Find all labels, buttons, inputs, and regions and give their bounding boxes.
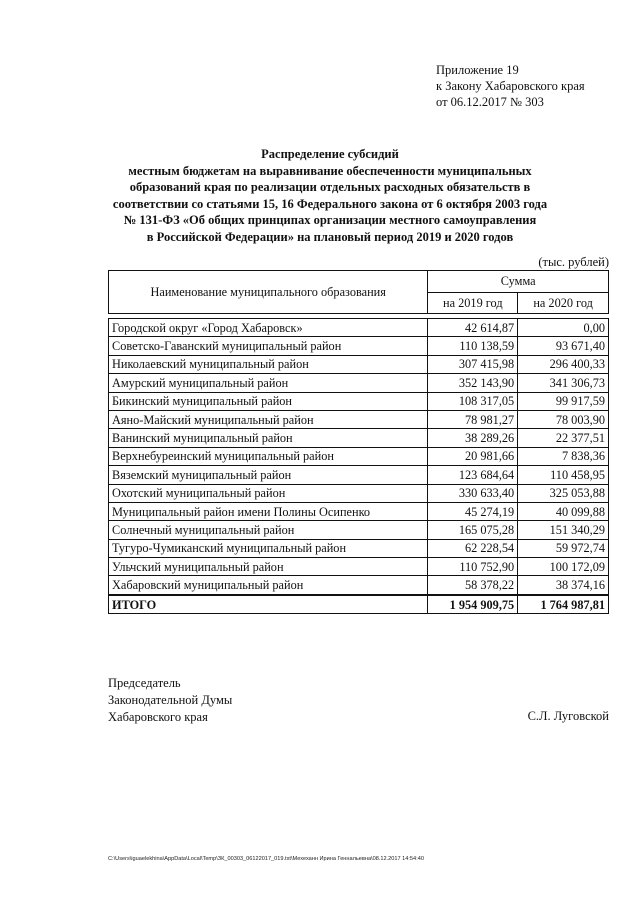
cell-y2019: 1 954 909,75 (428, 595, 518, 614)
table-header-row (109, 271, 609, 293)
table-row (109, 466, 609, 484)
cell-name: ИТОГО (109, 595, 428, 614)
cell-y2019: 110 752,90 (428, 558, 518, 576)
table-row (109, 502, 609, 520)
table-row (109, 355, 609, 373)
signature-line-1: Председатель (108, 676, 181, 690)
cell-y2020: 341 306,73 (518, 374, 609, 392)
cell-name: Хабаровский муниципальный район (109, 576, 428, 595)
table-total-row (109, 595, 609, 614)
cell-y2020: 296 400,33 (518, 355, 609, 373)
table-row (109, 337, 609, 355)
cell-name: Солнечный муниципальный район (109, 521, 428, 539)
cell-name: Бикинский муниципальный район (109, 392, 428, 410)
header-sum: Сумма (428, 271, 609, 293)
cell-y2019: 165 075,28 (428, 521, 518, 539)
title-line: № 131-ФЗ «Об общих принципах организации местного самоуправления (123, 213, 537, 227)
cell-y2019: 45 274,19 (428, 502, 518, 520)
cell-name: Городской округ «Город Хабаровск» (109, 319, 428, 337)
cell-name: Амурский муниципальный район (109, 374, 428, 392)
header-name: Наименование муниципального образования (109, 271, 428, 314)
cell-name: Ульчский муниципальный район (109, 558, 428, 576)
table-row (109, 319, 609, 337)
cell-y2019: 330 633,40 (428, 484, 518, 502)
table-row (109, 429, 609, 447)
table-row (109, 521, 609, 539)
table-row (109, 539, 609, 557)
cell-y2019: 352 143,90 (428, 374, 518, 392)
header-2019: на 2019 год (428, 292, 518, 314)
annex-block (436, 62, 585, 110)
cell-y2020: 40 099,88 (518, 502, 609, 520)
cell-y2020: 0,00 (518, 319, 609, 337)
title-line: образований края по реализации отдельных расходных обязательств в (129, 180, 531, 194)
cell-y2019: 108 317,05 (428, 392, 518, 410)
cell-y2020: 100 172,09 (518, 558, 609, 576)
title-line: в Российской Федерации» на плановый период 2019 и 2020 годов (146, 229, 514, 244)
table-row (109, 374, 609, 392)
cell-name: Вяземский муниципальный район (109, 466, 428, 484)
table-row (109, 576, 609, 595)
header-2020: на 2020 год (518, 292, 609, 314)
cell-name: Аяно-Майский муниципальный район (109, 410, 428, 428)
annex-line-3: от 06.12.2017 № 303 (436, 95, 544, 109)
cell-y2020: 22 377,51 (518, 429, 609, 447)
signature-line-2: Законодательной Думы (108, 693, 233, 707)
cell-name: Тугуро-Чумиканский муниципальный район (109, 539, 428, 557)
cell-name: Муниципальный район имени Полины Осипенко (109, 502, 428, 520)
cell-y2020: 110 458,95 (518, 466, 609, 484)
cell-name: Охотский муниципальный район (109, 484, 428, 502)
signature-block (108, 675, 232, 726)
cell-name: Верхнебуреинский муниципальный район (109, 447, 428, 465)
annex-line-1: Приложение 19 (436, 63, 519, 77)
cell-y2019: 110 138,59 (428, 337, 518, 355)
table-row (109, 447, 609, 465)
title-line: Распределение субсидий (261, 147, 399, 161)
footer-file-path: C:\Users\iguaelekhina\AppData\Local\Temp\ЗК_00303_06122017_019.txt\Мехеханн Ирина Геннальевна\08.12.2017 14:54:40 (108, 856, 424, 862)
cell-y2020: 151 340,29 (518, 521, 609, 539)
cell-y2020: 1 764 987,81 (518, 595, 609, 614)
cell-name: Ванинский муниципальный район (109, 429, 428, 447)
cell-y2019: 62 228,54 (428, 539, 518, 557)
cell-y2019: 78 981,27 (428, 410, 518, 428)
cell-name: Советско-Гаванский муниципальный район (109, 337, 428, 355)
cell-y2019: 58 378,22 (428, 576, 518, 595)
annex-line-2: к Закону Хабаровского края (436, 79, 585, 93)
signature-line-3: Хабаровского края (108, 710, 208, 724)
table-row (109, 484, 609, 502)
title-line: местным бюджетам на выравнивание обеспеченности муниципальных (128, 163, 532, 178)
cell-y2019: 42 614,87 (428, 319, 518, 337)
cell-y2019: 38 289,26 (428, 429, 518, 447)
cell-y2019: 123 684,64 (428, 466, 518, 484)
cell-y2020: 99 917,59 (518, 392, 609, 410)
cell-y2020: 7 838,36 (518, 447, 609, 465)
document-title (80, 146, 580, 245)
table-row (109, 392, 609, 410)
table-row (109, 410, 609, 428)
table-row (109, 558, 609, 576)
subsidy-table (108, 270, 609, 614)
cell-y2020: 38 374,16 (518, 576, 609, 595)
cell-y2020: 59 972,74 (518, 539, 609, 557)
title-line: соответствии со статьями 15, 16 Федерального закона от 6 октября 2003 года (112, 196, 548, 211)
cell-y2020: 325 053,88 (518, 484, 609, 502)
signer-name: С.Л. Луговской (527, 709, 609, 723)
cell-y2020: 93 671,40 (518, 337, 609, 355)
cell-name: Николаевский муниципальный район (109, 355, 428, 373)
units-label: (тыс. рублей) (538, 255, 609, 269)
cell-y2019: 307 415,98 (428, 355, 518, 373)
cell-y2019: 20 981,66 (428, 447, 518, 465)
cell-y2020: 78 003,90 (518, 410, 609, 428)
